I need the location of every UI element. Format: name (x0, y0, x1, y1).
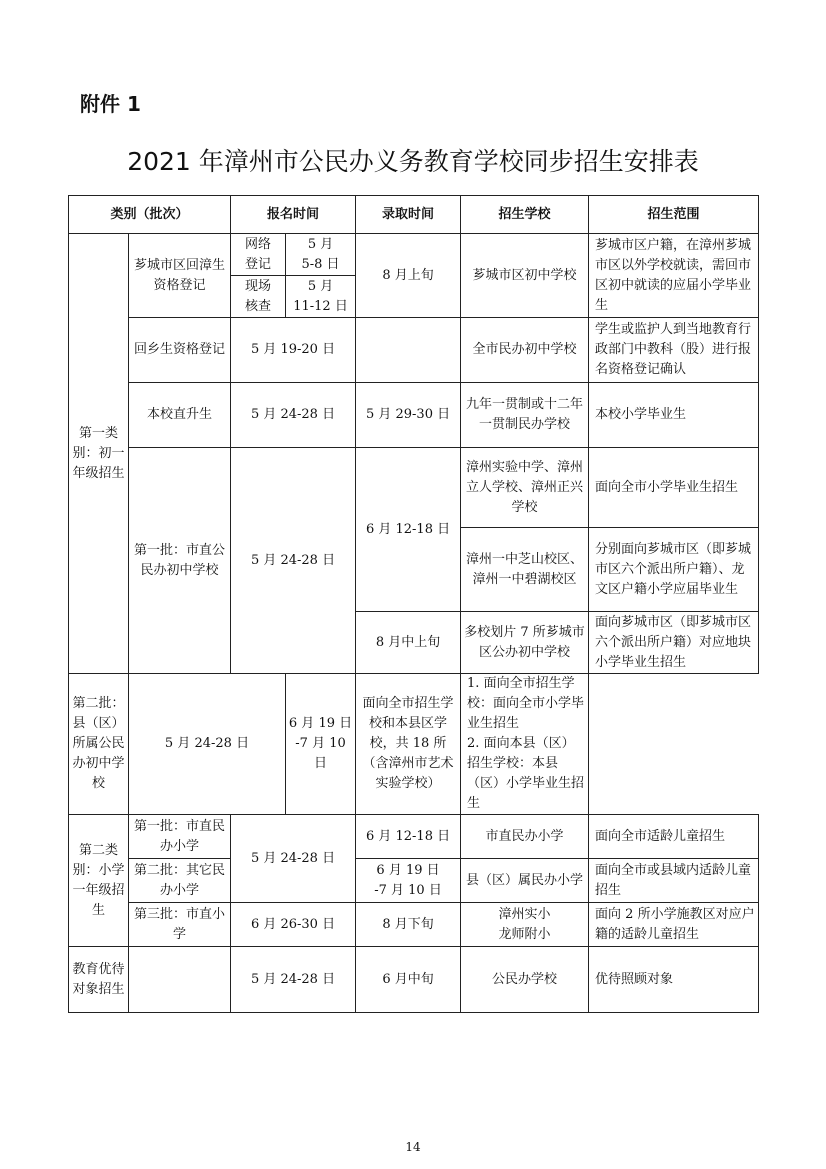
signup-cell: 5 月 24-28 日 (231, 815, 356, 903)
table-row (69, 448, 759, 528)
page-number: 14 (405, 1140, 421, 1154)
category-group-junior: 第一类别：初一年级招生 (69, 234, 129, 674)
header-admission-time: 录取时间 (356, 196, 461, 234)
table-row (69, 859, 759, 903)
scope-cell: 学生或监护人到当地教育行政部门中教科（股）进行报名资格登记确认 (589, 318, 759, 383)
scope-cell: 面向 2 所小学施教区对应户籍的适龄儿童招生 (589, 903, 759, 947)
schools-cell: 芗城市区初中学校 (461, 234, 589, 318)
table-row (69, 947, 759, 1013)
scope-cell: 面向全市小学毕业生招生 (589, 448, 759, 528)
schools-cell: 县（区）属民办小学 (461, 859, 589, 903)
batch-cell: 回乡生资格登记 (129, 318, 231, 383)
batch-cell: 第二批：县（区）所属公民办初中学校 (69, 674, 129, 815)
signup-cell: 6 月 26-30 日 (231, 903, 356, 947)
enrollment-schedule-table (68, 195, 759, 1013)
admission-cell: 8 月下旬 (356, 903, 461, 947)
batch-cell: 本校直升生 (129, 383, 231, 448)
schools-cell: 面向全市招生学校和本县区学校，共 18 所（含漳州市艺术实验学校） (356, 674, 461, 815)
table-row (69, 815, 759, 859)
schools-cell: 漳州一中芝山校区、漳州一中碧湖校区 (461, 528, 589, 612)
batch-cell: 芗城市区回漳生资格登记 (129, 234, 231, 318)
admission-cell: 8 月上旬 (356, 234, 461, 318)
admission-cell (356, 318, 461, 383)
onsite-check-label: 现场 核查 (231, 276, 286, 318)
schools-cell: 市直民办小学 (461, 815, 589, 859)
onsite-check-date: 5 月 11-12 日 (286, 276, 356, 318)
schools-cell: 九年一贯制或十二年一贯制民办学校 (461, 383, 589, 448)
scope-cell: 面向芗城市区（即芗城市区六个派出所户籍）对应地块小学毕业生招生 (589, 612, 759, 674)
admission-cell: 5 月 29-30 日 (356, 383, 461, 448)
scope-cell: 分别面向芗城市区（即芗城市区六个派出所户籍）、龙文区户籍小学应届毕业生 (589, 528, 759, 612)
signup-cell: 5 月 24-28 日 (231, 947, 356, 1013)
scope-cell: 面向全市适龄儿童招生 (589, 815, 759, 859)
document-title: 2021 年漳州市公民办义务教育学校同步招生安排表 (127, 147, 699, 176)
admission-cell: 6 月 19 日 -7 月 10 日 (356, 859, 461, 903)
schools-cell: 漳州实验中学、漳州立人学校、漳州正兴学校 (461, 448, 589, 528)
batch-cell: 第一批：市直民办小学 (129, 815, 231, 859)
signup-cell: 5 月 24-28 日 (231, 448, 356, 674)
table-row (69, 674, 759, 815)
attachment-label: 附件 1 (80, 92, 141, 116)
admission-cell: 6 月 19 日 -7 月 10 日 (286, 674, 356, 815)
batch-cell: 第二批：其它民办小学 (129, 859, 231, 903)
category-group-preferential: 教育优待对象招生 (69, 947, 129, 1013)
batch-cell-empty (129, 947, 231, 1013)
header-category: 类别（批次） (69, 196, 231, 234)
schools-cell: 全市民办初中学校 (461, 318, 589, 383)
scope-cell: 1. 面向全市招生学校：面向全市小学毕业生招生 2. 面向本县（区）招生学校：本县（区）小学毕业生招生 (461, 674, 589, 815)
scope-cell: 面向全市或县域内适龄儿童招生 (589, 859, 759, 903)
schools-cell: 多校划片 7 所芗城市区公办初中学校 (461, 612, 589, 674)
table-row (69, 318, 759, 383)
table-header-row (69, 196, 759, 234)
scope-cell: 优待照顾对象 (589, 947, 759, 1013)
online-registration-label: 网络 登记 (231, 234, 286, 276)
schools-cell: 公民办学校 (461, 947, 589, 1013)
signup-cell: 5 月 24-28 日 (129, 674, 286, 815)
header-signup-time: 报名时间 (231, 196, 356, 234)
signup-cell: 5 月 19-20 日 (231, 318, 356, 383)
batch-cell: 第一批：市直公民办初中学校 (129, 448, 231, 674)
admission-cell: 6 月 12-18 日 (356, 448, 461, 612)
scope-cell: 芗城市区户籍，在漳州芗城市区以外学校就读，需回市区初中就读的应届小学毕业生 (589, 234, 759, 318)
category-group-primary: 第二类别：小学一年级招生 (69, 815, 129, 947)
table-row (69, 383, 759, 448)
scope-cell: 本校小学毕业生 (589, 383, 759, 448)
signup-cell: 5 月 24-28 日 (231, 383, 356, 448)
table-row (69, 234, 759, 276)
admission-cell: 6 月中旬 (356, 947, 461, 1013)
batch-cell: 第三批：市直小学 (129, 903, 231, 947)
header-schools: 招生学校 (461, 196, 589, 234)
schools-cell: 漳州实小 龙师附小 (461, 903, 589, 947)
online-registration-date: 5 月 5-8 日 (286, 234, 356, 276)
table-row (69, 903, 759, 947)
admission-cell: 8 月中上旬 (356, 612, 461, 674)
header-scope: 招生范围 (589, 196, 759, 234)
admission-cell: 6 月 12-18 日 (356, 815, 461, 859)
